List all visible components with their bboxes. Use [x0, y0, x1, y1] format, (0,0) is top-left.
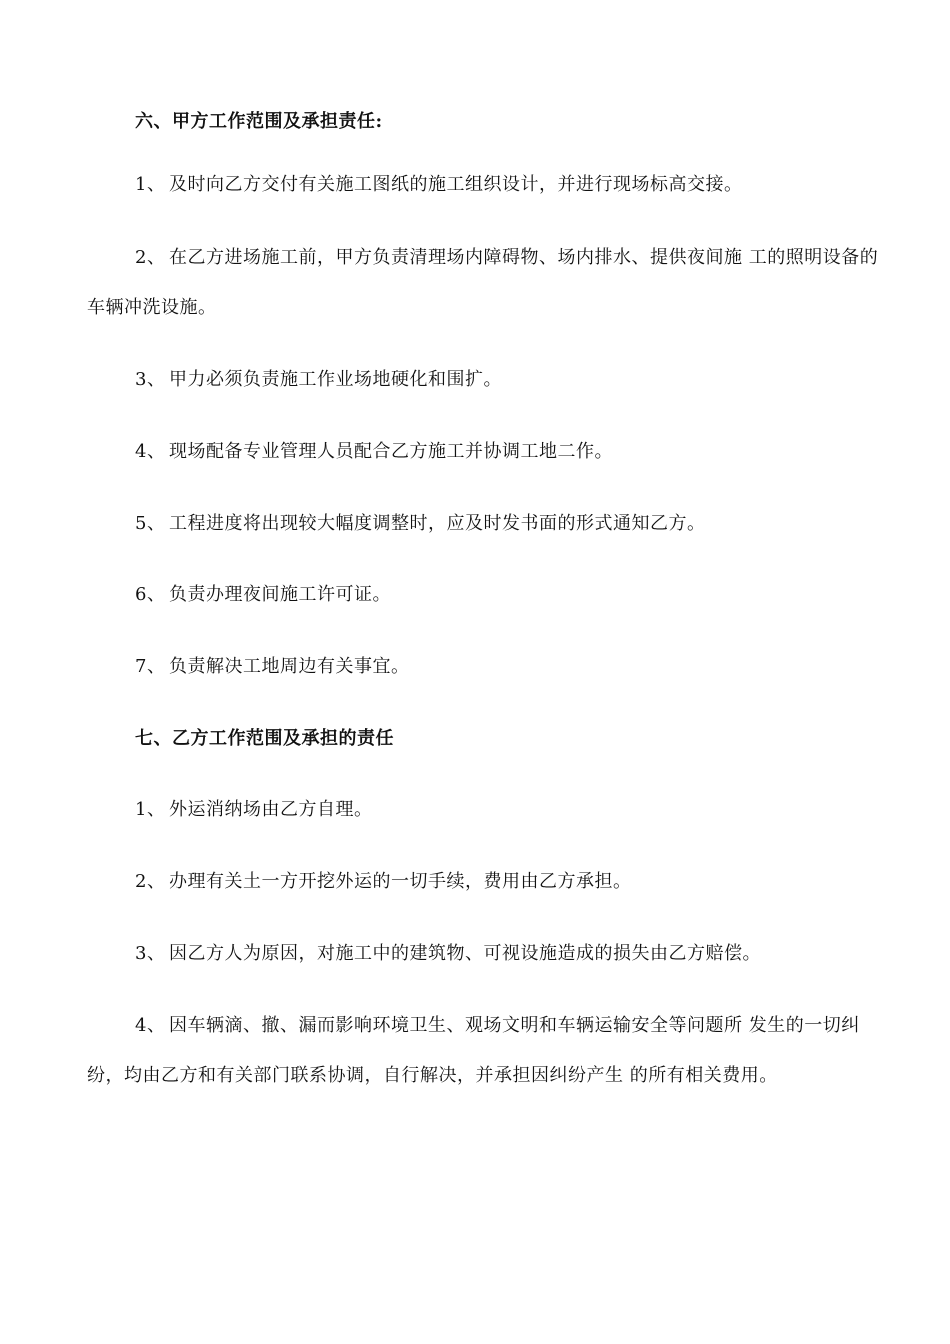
section-6-item-2 [87, 233, 887, 333]
item-text: 负责办理夜间施工许可证。 [169, 584, 391, 605]
item-text: 工程进度将出现较大幅度调整时，应及时发书面的形式通知乙方。 [169, 513, 706, 534]
item-number: 4、 [135, 1015, 166, 1036]
item-number: 4、 [135, 441, 166, 462]
section-6-item-5 [87, 499, 887, 549]
section-7-heading: 七、乙方工作范围及承担的责任 [135, 728, 394, 749]
section-7-item-4 [87, 1001, 887, 1101]
item-text: 办理有关土一方开挖外运的一切手续，费用由乙方承担。 [169, 871, 632, 892]
item-text: 现场配备专业管理人员配合乙方施工并协调工地二作。 [169, 441, 613, 462]
section-7-item-3 [87, 929, 887, 979]
section-6-heading: 六、甲方工作范围及承担责任: [135, 111, 383, 132]
item-number: 7、 [135, 656, 166, 677]
item-text: 及时向乙方交付有关施工图纸的施工组织设计，并进行现场标高交接。 [169, 174, 743, 195]
item-text: 在乙方进场施工前，甲方负责清理场内障碍物、场内排水、提供夜间施 工的照明设备的车辆冲洗设施。 [87, 247, 879, 318]
item-text: 因车辆滴、撤、漏而影响环境卫生、观场文明和车辆运输安全等问题所 发生的一切纠纷，均由乙方和有关部门联系协调，自行解决，并承担因纠纷产生 的所有相关费用。 [87, 1015, 860, 1086]
section-6-item-1 [87, 160, 887, 210]
section-6-item-3 [87, 355, 887, 405]
item-number: 6、 [135, 584, 166, 605]
item-number: 2、 [135, 247, 166, 268]
item-number: 1、 [135, 174, 166, 195]
section-7-item-2 [87, 857, 887, 907]
item-number: 1、 [135, 799, 166, 820]
section-6-item-6 [87, 570, 887, 620]
section-6-item-7 [87, 642, 887, 692]
item-number: 2、 [135, 871, 166, 892]
item-text: 负责解决工地周边有关事宜。 [169, 656, 410, 677]
item-text: 外运消纳场由乙方自理。 [169, 799, 373, 820]
section-6-item-4 [87, 427, 887, 477]
item-number: 5、 [135, 513, 166, 534]
item-text: 因乙方人为原因，对施工中的建筑物、可视设施造成的损失由乙方赔偿。 [169, 943, 761, 964]
section-7-item-1 [87, 785, 887, 835]
item-number: 3、 [135, 369, 166, 390]
item-number: 3、 [135, 943, 166, 964]
item-text: 甲力必须负责施工作业场地硬化和围扩。 [169, 369, 502, 390]
